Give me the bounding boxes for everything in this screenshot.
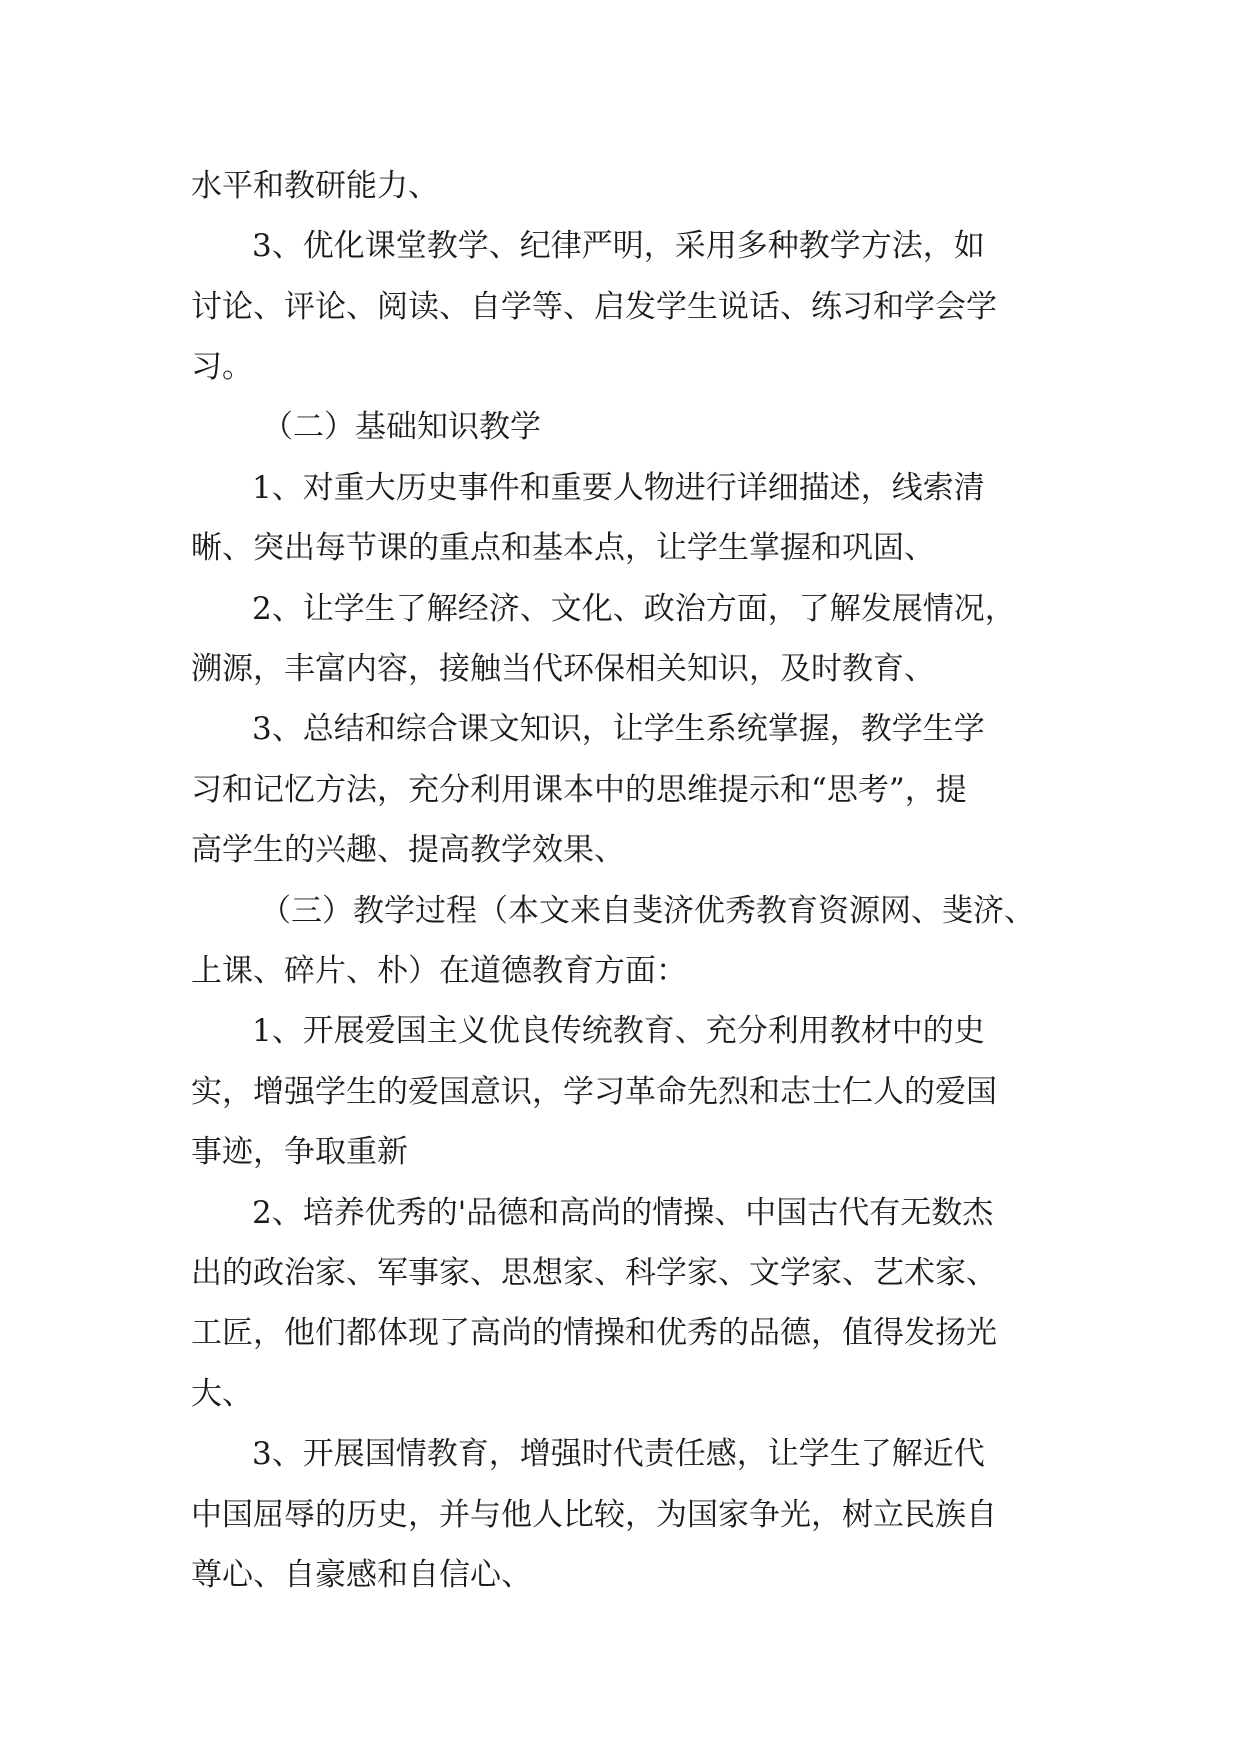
text-line: 2、培养优秀的'品德和高尚的情操、中国古代有无数杰 — [252, 1195, 994, 1231]
text-line: 晰、突出每节课的重点和基本点，让学生掌握和巩固、 — [191, 530, 935, 566]
text-line: 习。 — [191, 349, 253, 385]
text-line: 事迹，争取重新 — [191, 1134, 408, 1170]
text-line: 1、开展爱国主义优良传统教育、充分利用教材中的史 — [252, 1013, 985, 1049]
text-line: 大、 — [191, 1376, 253, 1412]
text-line: 1、对重大历史事件和重要人物进行详细描述，线索清 — [252, 470, 985, 506]
text-line: 习和记忆方法，充分利用课本中的思维提示和“思考”，提 — [191, 772, 967, 808]
text-line: 上课、碎片、朴）在道德教育方面： — [191, 953, 687, 989]
text-line: 工匠，他们都体现了高尚的情操和优秀的品德，值得发扬光 — [191, 1315, 997, 1351]
text-line: 3、优化课堂教学、纪律严明，采用多种教学方法，如 — [252, 228, 985, 264]
text-line: 3、总结和综合课文知识，让学生系统掌握，教学生学 — [252, 711, 985, 747]
text-line: 讨论、评论、阅读、自学等、启发学生说话、练习和学会学 — [191, 289, 997, 325]
text-line: 实，增强学生的爱国意识，学习革命先烈和志士仁人的爱国 — [191, 1074, 997, 1110]
text-line: 高学生的兴趣、提高教学效果、 — [191, 832, 625, 868]
text-line: 2、让学生了解经济、文化、政治方面，了解发展情况， — [252, 591, 1016, 627]
text-line: 出的政治家、军事家、思想家、科学家、文学家、艺术家、 — [191, 1255, 997, 1291]
text-line: 中国屈辱的历史，并与他人比较，为国家争光，树立民族自 — [191, 1497, 997, 1533]
text-line: 水平和教研能力、 — [191, 168, 439, 204]
text-line: 3、开展国情教育，增强时代责任感，让学生了解近代 — [252, 1436, 985, 1472]
section-heading: （二）基础知识教学 — [262, 409, 541, 445]
text-line: 溯源，丰富内容，接触当代环保相关知识，及时教育、 — [191, 651, 935, 687]
text-line: 尊心、自豪感和自信心、 — [191, 1557, 532, 1593]
section-heading: （三）教学过程（本文来自斐济优秀教育资源网、斐济、 — [260, 893, 1035, 929]
